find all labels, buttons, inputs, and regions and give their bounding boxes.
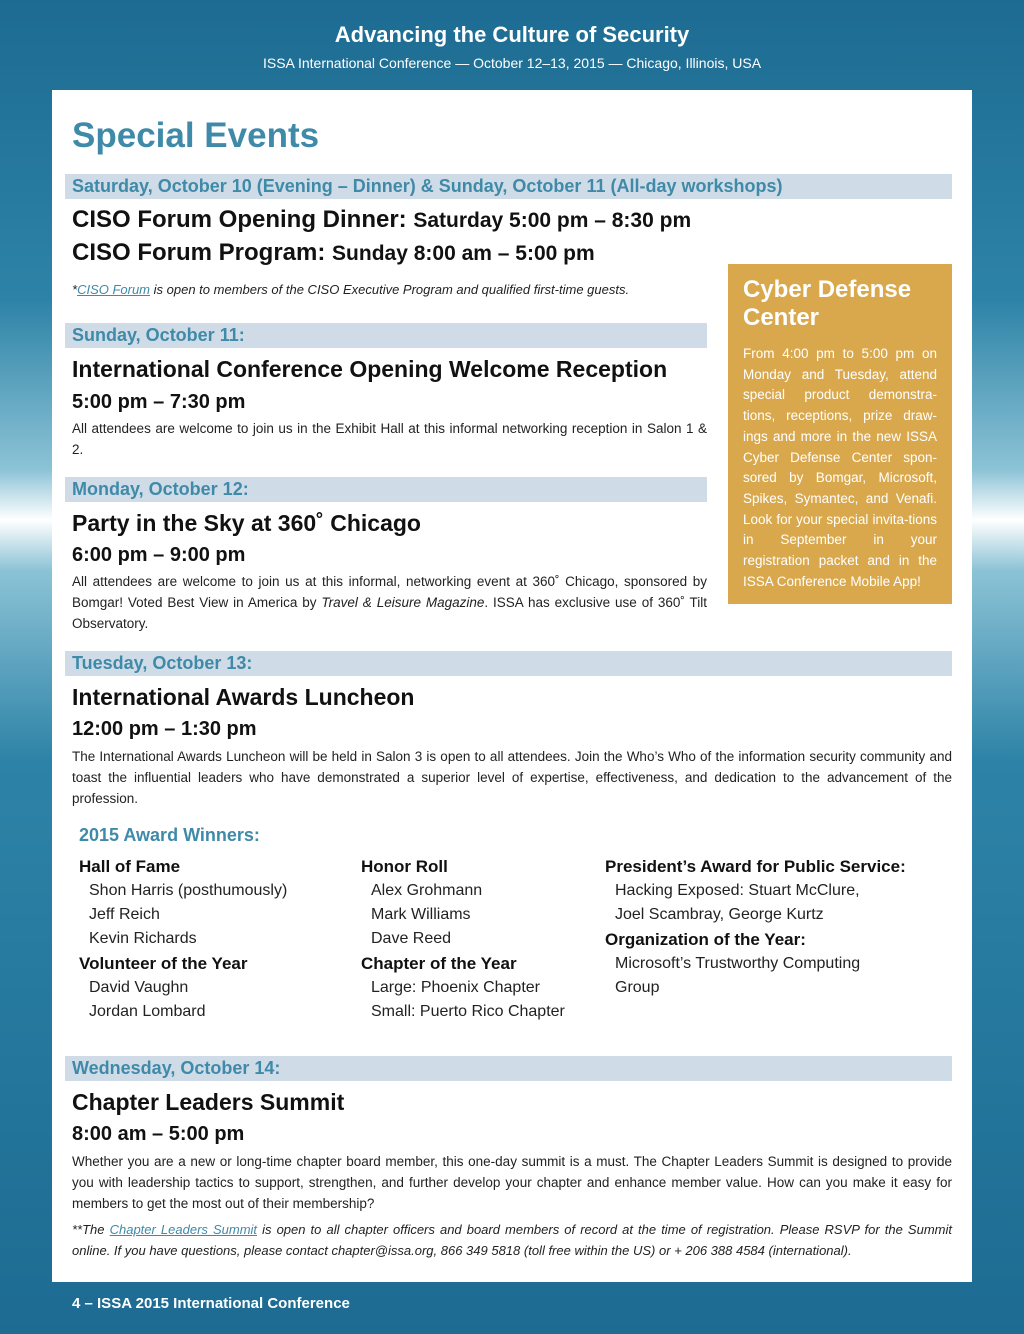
ciso-note-text: is open to members of the CISO Executive Program and qualified first-time guests. [150,282,630,297]
award-winner: Large: Phoenix Chapter [371,979,540,996]
ciso-dinner-line [72,206,691,234]
sunday-event-time: 5:00 pm – 7:30 pm [72,391,246,413]
monday-body-part2: . ISSA has exclusive use of 360˚ Tilt Observatory. [72,595,708,631]
award-winner: Jordan Lombard [89,1003,206,1020]
summit-note [72,1219,952,1261]
award-winner: Alex Grohmann [371,882,483,899]
award-winner: Hacking Exposed: Stuart McClure, [615,882,860,899]
ciso-dinner-time: Saturday 5:00 pm – 8:30 pm [413,209,692,232]
cyber-defense-box [728,264,952,604]
cyber-defense-body: From 4:00 pm to 5:00 pm on Monday and Tuesday, attend special product demonstra-tions, receptions, prize draw-ings and more in the new ISSA Cyber Defense Center spon-sored by Bomgar, Microsoft, Spikes, Symantec, and Venafi. Look for your special invita-tions in September in your registration packet and in the ISSA Conference Mobile App! [743,346,937,589]
ciso-program-line [72,239,595,267]
magazine-name: Travel & Leisure Magazine [321,595,485,610]
date-bar-wednesday: Wednesday, October 14: [65,1056,952,1081]
monday-event-time: 6:00 pm – 9:00 pm [72,544,246,566]
date-bar-monday: Monday, October 12: [65,477,707,502]
monday-event-title: Party in the Sky at 360˚ Chicago [72,510,421,536]
award-winner: Group [615,979,660,996]
page-title: Special Events [72,116,320,155]
award-category: President’s Award for Public Service: [605,857,906,876]
header-title: Advancing the Culture of Security [334,22,690,47]
ciso-forum-link[interactable]: CISO Forum [77,282,151,297]
ciso-note-prefix: * [72,282,78,297]
date-bar-sat-sun: Saturday, October 10 (Evening – Dinner) & Sunday, October 11 (All-day workshops) [65,174,952,199]
wednesday-event-time: 8:00 am – 5:00 pm [72,1123,245,1145]
award-winner: Kevin Richards [89,930,197,947]
cyber-defense-title: Cyber Defense Center [743,276,912,331]
ciso-note [72,279,629,300]
award-category: Honor Roll [361,857,448,876]
awards-column-1 [79,854,287,1024]
award-winner: Small: Puerto Rico Chapter [371,1003,565,1020]
award-winner: Microsoft’s Trustworthy Computing [615,955,861,972]
award-winner: Shon Harris (posthumously) [89,882,288,899]
ciso-dinner-label: CISO Forum Opening Dinner: [72,206,407,233]
summit-note-prefix: **The [72,1222,110,1237]
wednesday-event-title: Chapter Leaders Summit [72,1089,345,1115]
date-bar-sunday: Sunday, October 11: [65,323,707,348]
award-winner: Jeff Reich [89,906,160,923]
ciso-program-time: Sunday 8:00 am – 5:00 pm [332,242,595,265]
ciso-program-label: CISO Forum Program: [72,239,326,266]
tuesday-event-time: 12:00 pm – 1:30 pm [72,718,257,740]
wednesday-event-body: Whether you are a new or long-time chapter board member, this one-day summit is a must. The Chapter Leaders Summit is designed to provide you with leadership tactics to support, strengthen, and further develop your chapter and enhance member value. How can you make it easy for members to get the most out of their membership? [72,1154,952,1211]
award-winner: Mark Williams [371,906,471,923]
monday-event-body [72,571,707,634]
date-bar-tuesday: Tuesday, October 13: [65,651,952,676]
chapter-leaders-summit-link[interactable]: Chapter Leaders Summit [109,1222,258,1237]
award-winner: Dave Reed [371,930,452,947]
award-category: Organization of the Year: [605,930,806,949]
award-category: Hall of Fame [79,857,181,876]
sunday-event-body: All attendees are welcome to join us in the Exhibit Hall at this informal networking reception in Salon 1 & 2. [72,421,707,457]
award-winners-heading: 2015 Award Winners: [79,825,260,845]
summit-note-text: is open to all chapter officers and board members of record at the time of registration. Please RSVP for the Summit online. If you have questions, please contact chapter@issa.org, 866 349 5818 (toll free within the US) or + 206 388 4584 (international). [72,1222,952,1258]
tuesday-event-body: The International Awards Luncheon will be held in Salon 3 is open to all attendees. Join the Who’s Who of the information security community and toast the influential leaders who have demonstrated a superior level of expertise, effectiveness, and dedication to the advancement of the profession. [72,749,952,806]
content-panel [52,90,972,1282]
sunday-event-title: International Conference Opening Welcome Reception [72,356,668,382]
award-category: Volunteer of the Year [79,954,248,973]
tuesday-event-title: International Awards Luncheon [72,684,415,710]
monday-body-part1: All attendees are welcome to join us at this informal, networking event at 360˚ Chicago, sponsored by Bomgar! Voted Best View in America by [72,574,707,610]
awards-column-3 [605,854,906,1000]
awards-column-2 [361,854,565,1024]
award-category: Chapter of the Year [361,954,517,973]
award-winner: David Vaughn [89,979,189,996]
header-subtitle: ISSA International Conference — October 12–13, 2015 — Chicago, Illinois, USA [262,55,762,71]
page-footer: 4 – ISSA 2015 International Conference [72,1295,350,1312]
award-winner: Joel Scambray, George Kurtz [615,906,824,923]
